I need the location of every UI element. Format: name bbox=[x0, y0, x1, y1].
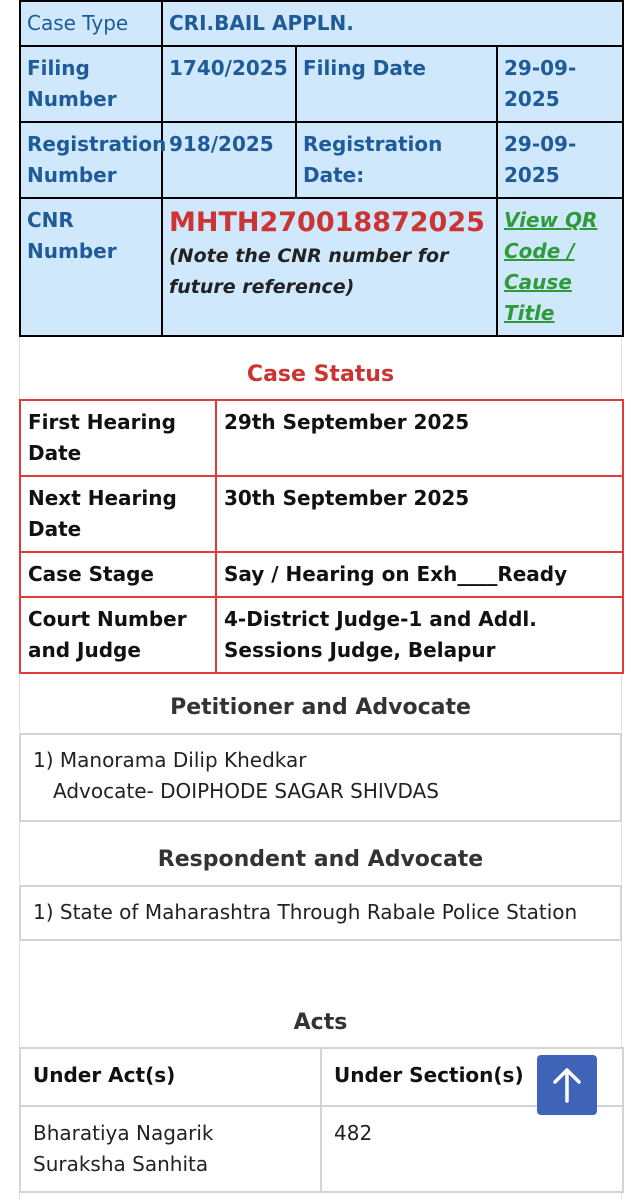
petitioner-advocate: Advocate- DOIPHODE SAGAR SHIVDAS bbox=[53, 779, 439, 803]
cnr-note: (Note the CNR number for future reference) bbox=[169, 245, 449, 298]
petitioner-heading: Petitioner and Advocate bbox=[170, 695, 471, 720]
case-type-value: CRI.BAIL APPLN. bbox=[162, 1, 623, 46]
qr-cell bbox=[497, 198, 623, 336]
next-hearing-value: 30th September 2025 bbox=[216, 476, 623, 552]
case-status-heading: Case Status bbox=[246, 362, 395, 387]
registration-number-value: 918/2025 bbox=[162, 122, 296, 198]
case-type-row bbox=[20, 1, 623, 46]
case-status-table bbox=[19, 399, 624, 674]
registration-row bbox=[20, 122, 623, 198]
cnr-number: MHTH270018872025 bbox=[169, 207, 485, 238]
arrow-up-icon bbox=[552, 1067, 582, 1103]
filing-number-value: 1740/2025 bbox=[162, 46, 296, 122]
filing-date-value: 29-09-2025 bbox=[497, 46, 623, 122]
acts-header-row bbox=[20, 1048, 623, 1106]
respondent-heading: Respondent and Advocate bbox=[157, 847, 484, 872]
status-row-court bbox=[20, 597, 623, 673]
view-qr-code-link[interactable]: View QR Code / Cause Title bbox=[504, 208, 598, 325]
case-stage-value: Say / Hearing on Exh____Ready bbox=[216, 552, 623, 597]
cnr-row bbox=[20, 198, 623, 336]
under-sections-header: Under Section(s) bbox=[321, 1048, 623, 1106]
under-acts-header: Under Act(s) bbox=[20, 1048, 321, 1106]
status-row-next-hearing bbox=[20, 476, 623, 552]
case-stage-label: Case Stage bbox=[20, 552, 216, 597]
act-section: 482 bbox=[321, 1106, 623, 1192]
case-details-table bbox=[19, 0, 624, 337]
first-hearing-label: First Hearing Date bbox=[20, 400, 216, 476]
respondent-name: 1) State of Maharashtra Through Rabale Police Station bbox=[33, 900, 578, 924]
cnr-label: CNR Number bbox=[20, 198, 162, 336]
filing-date-label: Filing Date bbox=[296, 46, 497, 122]
registration-date-label: Registration Date: bbox=[296, 122, 497, 198]
status-row-first-hearing bbox=[20, 400, 623, 476]
registration-number-label: Registration Number bbox=[20, 122, 162, 198]
next-hearing-label: Next Hearing Date bbox=[20, 476, 216, 552]
court-judge-label: Court Number and Judge bbox=[20, 597, 216, 673]
filing-number-label: Filing Number bbox=[20, 46, 162, 122]
acts-heading: Acts bbox=[293, 1010, 348, 1035]
cnr-cell bbox=[162, 198, 497, 336]
filing-row bbox=[20, 46, 623, 122]
first-hearing-value: 29th September 2025 bbox=[216, 400, 623, 476]
act-name: Bharatiya Nagarik Suraksha Sanhita bbox=[20, 1106, 321, 1192]
acts-table bbox=[19, 1047, 624, 1193]
case-type-label: Case Type bbox=[20, 1, 162, 46]
respondent-box bbox=[19, 885, 622, 941]
status-row-case-stage bbox=[20, 552, 623, 597]
court-judge-value: 4-District Judge-1 and Addl. Sessions Judge, Belapur bbox=[216, 597, 623, 673]
scroll-to-top-button[interactable] bbox=[537, 1055, 597, 1115]
registration-date-value: 29-09-2025 bbox=[497, 122, 623, 198]
petitioner-name: 1) Manorama Dilip Khedkar bbox=[33, 748, 307, 772]
acts-row bbox=[20, 1106, 623, 1192]
petitioner-box bbox=[19, 733, 622, 822]
